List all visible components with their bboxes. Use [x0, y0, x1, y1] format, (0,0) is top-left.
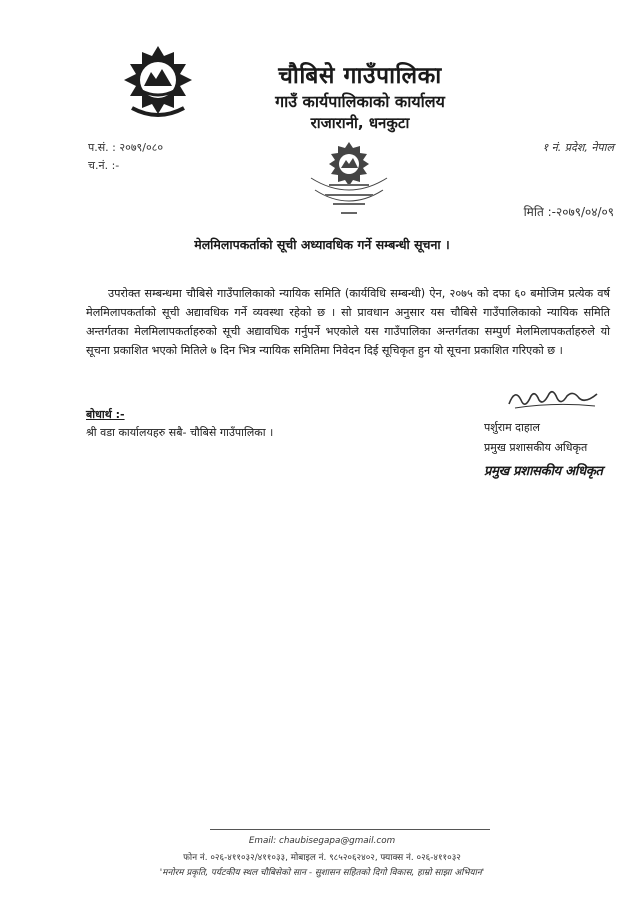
- info-recipient: श्री वडा कार्यालयहरु सबै- चौबिसे गाउँपालिका ।: [86, 426, 274, 439]
- office-address: राजारानी, धनकुटा: [310, 114, 410, 132]
- footer-email: Email: chaubisegapa@gmail.com: [248, 836, 396, 846]
- handwritten-signature: [505, 384, 601, 414]
- dispatch-number: च.नं. :-: [88, 159, 120, 172]
- province-label: १ नं. प्रदेश, नेपाल: [542, 141, 614, 154]
- signatory-stamp: प्रमुख प्रशासकीय अधिकृत: [484, 464, 603, 479]
- office-seal-stamp: [303, 140, 395, 222]
- notice-body: उपरोक्त सम्बन्धमा चौबिसे गाउँपालिकाको न्यायिक समिति (कार्यविधि सम्बन्धी) ऐन, २०७५ को दफा ६० बमोजिम प्रत्येक वर्ष मेलमिलापकर्ताको सूची अद्यावधिक गर्ने व्यवस्था रहेको छ । सो प्रावधान अनुसार यस चौबिसे गाउँपालिकाको न्यायिक समिति अन्तर्गतका मेलमिलापकर्ताहरुको सूची अद्यावधिक गर्नुपर्ने भएकोले यस गाउँपालिका अन्तर्गतका सम्पुर्ण मेलमिलापकर्ताहरुले यो सूचना प्रकाशित भएको मितिले ७ दिन भित्र न्यायिक समितिमा निवेदन दिई सूचिकृत हुन यो सूचना प्रकाशित गरिएको छ ।: [86, 287, 610, 357]
- reference-number: प.सं. : २०७९/०८०: [88, 141, 164, 154]
- notice-subject: मेलमिलापकर्ताको सूची अध्यावधिक गर्ने सम्बन्धी सूचना ।: [194, 237, 450, 252]
- office-name: गाउँ कार्यपालिकाको कार्यालय: [275, 92, 445, 111]
- signatory-title: प्रमुख प्रशासकीय अधिकृत: [484, 441, 588, 454]
- nepal-emblem-logo: [118, 42, 198, 120]
- letter-date: मिति :-२०७९/०४/०९: [523, 205, 614, 219]
- info-heading: बोधार्थ :-: [86, 408, 125, 421]
- signatory-name: पर्शुराम दाहाल: [484, 421, 540, 434]
- footer-phones: फोन नं. ०२६-४११०३२/४११०३३, मोबाइल नं. ९८५२०६२४०२, फ्याक्स नं. ०२६-४११०३२: [183, 853, 461, 863]
- footer-slogan: 'मनोरम प्रकृति, पर्यटकीय स्थल चौबिसेको सान - सुशासन सहितको दिगो विकास, हाम्रो साझा अभियान': [159, 868, 485, 878]
- footer-divider: [210, 829, 490, 830]
- municipality-name: चौबिसे गाउँपालिका: [278, 63, 442, 89]
